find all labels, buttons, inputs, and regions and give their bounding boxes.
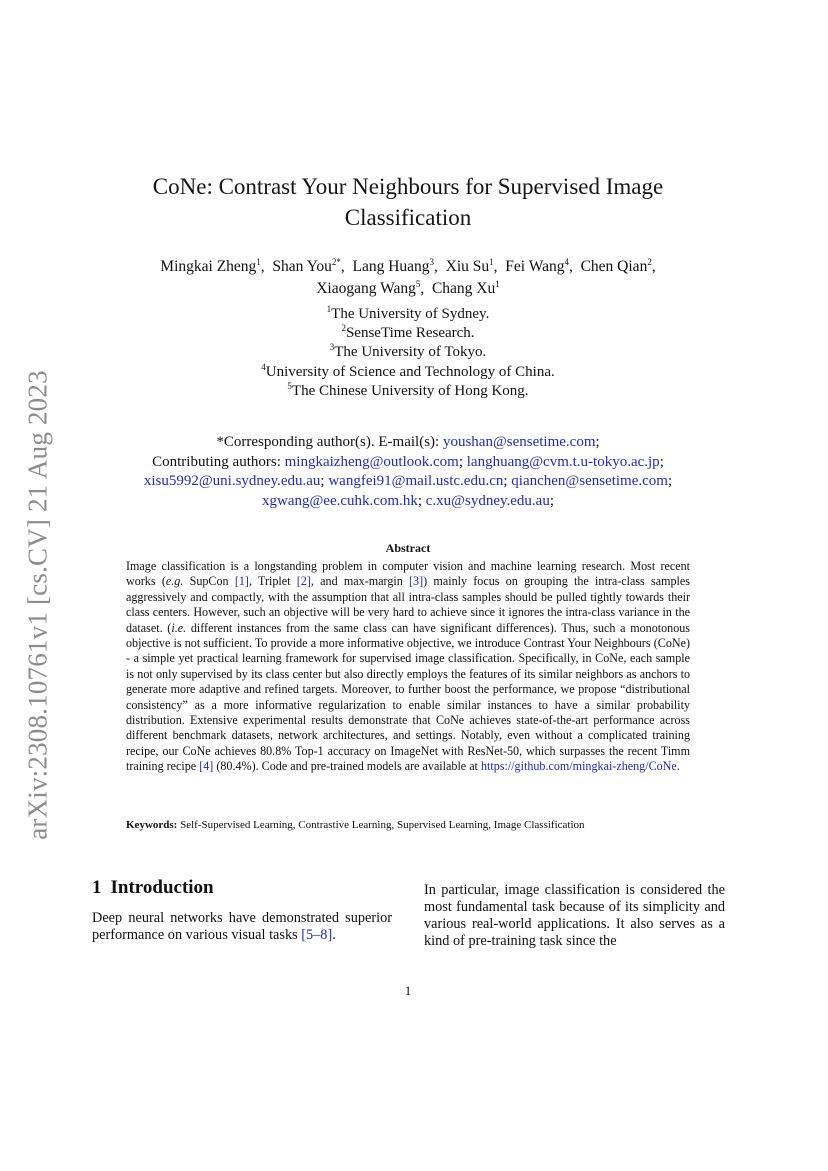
- citation-link[interactable]: [3]: [409, 574, 424, 589]
- affiliation: $^5$The Chinese University of Hong Kong.: [287, 380, 529, 399]
- citation-link[interactable]: [4]: [199, 759, 214, 774]
- citation-link[interactable]: [2]: [296, 574, 311, 589]
- correspondence-block: *Corresponding author(s). E-mail(s): youshan@sensetime.com; Contributing authors: mingkaizheng@outlook.com; langhuang@cvm.t.u-tokyo.ac.jp; xisu5992@uni.sydney.edu.au; wangfei91@mail.ustc.edu.cn; qianchen@sensetime.com; xgwang@ee.cuhk.com.hk; c.xu@sydney.edu.au;: [143, 434, 673, 509]
- email-link[interactable]: mingkaizheng@outlook.com: [284, 453, 459, 470]
- intro-left-column: Deep neural networks have demonstrated superior performance on various visual tasks [5–8].: [92, 910, 392, 943]
- email-link[interactable]: wangfei91@mail.ustc.edu.cn: [328, 473, 504, 489]
- affiliation: $^4$University of Science and Technology of China.: [261, 361, 555, 380]
- intro-right-column: In particular, image classification is considered the most fundamental task because of its simplicity and various real-world applications. It also serves as a kind of pre-training task since the: [424, 882, 725, 949]
- citation-link[interactable]: [1]: [234, 574, 249, 589]
- email-link[interactable]: c.xu@sydney.edu.au: [425, 492, 550, 509]
- author: Chen Qian$^2$: [580, 257, 652, 275]
- abstract-text: Image classification is a longstanding problem in computer vision and machine learning research. Most recent works (e.g. SupCon [1], Triplet [2], and max-margin [3]) mainly focus on grouping the intra-class samples aggressively and compactly, with the assumption that all intra-class samples should be pulled tightly towards their class centers. However, such an objective will be very hard to achieve since it ignores the intra-class variance in the dataset. (i.e. different instances from the same class can have significant differences). Thus, such a monotonous objective is not sufficient. To provide a more informative objective, we introduce Contrast Your Neighbours (CoNe) - a simple yet practical learning framework for supervised image classification. Specifically, in CoNe, each sample is not only supervised by its class center but also directly employs the features of its similar neighbors as anchors to generate more adaptive and refined targets. Moreover, to further boost the performance, we propose “distributional consistency” as a more informative regularization to enable similar instances to have a similar probability distribution. Extensive experimental results demonstrate that CoNe achieves state-of-the-art performance across different benchmark datasets, network architectures, and settings. Notably, even without a complicated training recipe, our CoNe achieves 80.8% Top-1 accuracy on ImageNet with ResNet-50, which surpasses the recent Timm training recipe [4] (80.4%). Code and pre-trained models are available at https://github.com/mingkai-zheng/CoNe.: [126, 559, 690, 774]
- paper-title: CoNe: Contrast Your Neighbours for Supervised Image Classification: [152, 174, 664, 230]
- code-url-link[interactable]: https://github.com/mingkai-zheng/CoNe: [480, 759, 677, 774]
- email-link[interactable]: langhuang@cvm.t.u-tokyo.ac.jp: [466, 453, 660, 470]
- author: Fei Wang$^4$: [505, 257, 569, 275]
- email-link[interactable]: youshan@sensetime.com: [442, 434, 596, 450]
- author: Mingkai Zheng$^1$: [160, 257, 261, 275]
- keywords-label: Keywords:: [126, 819, 178, 831]
- author: Chang Xu$^1$: [431, 279, 500, 297]
- affiliation: $^3$The University of Tokyo.: [329, 342, 487, 361]
- arxiv-id-text: arXiv:2308.10761v1 [cs.CV] 21 Aug 2023: [22, 370, 53, 840]
- arxiv-stamp: [18, 355, 58, 855]
- email-link[interactable]: xisu5992@uni.sydney.edu.au: [143, 473, 321, 489]
- corresponding-label: *Corresponding author(s). E-mail(s):: [216, 434, 440, 450]
- email-link[interactable]: qianchen@sensetime.com: [511, 473, 668, 489]
- author: Shan You$^{2*}$: [272, 257, 341, 275]
- author-list: Mingkai Zheng$^1$, Shan You$^{2*}$, Lang Huang$^3$, Xiu Su$^1$, Fei Wang$^4$, Chen Qian$^2$, Xiaogang Wang$^5$, Chang Xu$^1$: [160, 257, 656, 297]
- keywords: Keywords: Self-Supervised Learning, Contrastive Learning, Supervised Learning, Image Classification: [126, 819, 585, 831]
- contributing-label: Contributing authors:: [152, 453, 281, 470]
- page-number: 1: [404, 983, 412, 998]
- affiliation-list: [150, 305, 666, 401]
- section-heading: 1 Introduction: [92, 877, 214, 898]
- email-link[interactable]: xgwang@ee.cuhk.com.hk: [261, 492, 418, 509]
- affiliation: $^2$SenseTime Research.: [341, 323, 475, 342]
- citation-link[interactable]: [5–8]: [301, 927, 333, 943]
- author: Xiaogang Wang$^5$: [316, 279, 421, 297]
- abstract-heading: Abstract: [385, 541, 431, 555]
- author: Lang Huang$^3$: [352, 257, 435, 275]
- author: Xiu Su$^1$: [445, 257, 494, 275]
- affiliation: $^1$The University of Sydney.: [326, 304, 490, 322]
